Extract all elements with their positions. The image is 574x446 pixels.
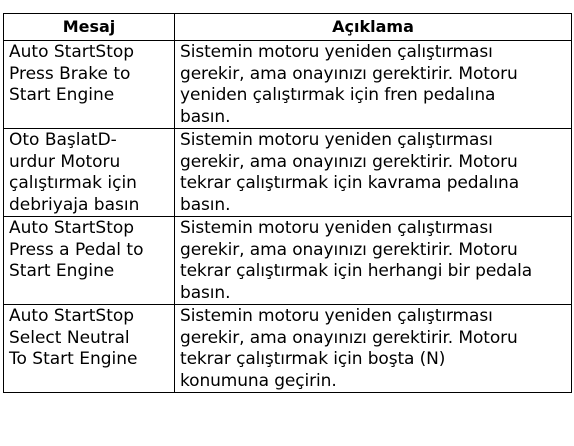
table-row <box>4 129 572 217</box>
header-row <box>4 14 572 41</box>
description-text: Sistemin motoru yeniden çalıştırması gerekir, ama onayınızı gerektirir. Motoru yeniden çalıştırmak için fren pedalına basın. <box>180 42 518 127</box>
description-text: Sistemin motoru yeniden çalıştırması gerekir, ama onayınızı gerektirir. Motoru tekrar çalıştırmak için herhangi bir pedala basın. <box>180 218 533 303</box>
table-row <box>4 41 572 129</box>
description-cell <box>175 129 572 217</box>
message-text: Auto StartStop Press a Pedal to Start Engine <box>9 218 144 281</box>
description-cell <box>175 217 572 305</box>
description-cell <box>175 305 572 393</box>
message-cell <box>4 305 175 393</box>
description-cell <box>175 41 572 129</box>
message-cell <box>4 217 175 305</box>
description-text: Sistemin motoru yeniden çalıştırması gerekir, ama onayınızı gerektirir. Motoru tekrar çalıştırmak için kavrama pedalına basın. <box>180 130 520 215</box>
header-message: Mesaj <box>4 14 175 41</box>
message-table <box>3 13 572 393</box>
description-text: Sistemin motoru yeniden çalıştırması gerekir, ama onayınızı gerektirir. Motoru tekrar çalıştırmak için boşta (N) konumuna geçirin. <box>180 306 518 391</box>
table-row <box>4 217 572 305</box>
table-row <box>4 305 572 393</box>
message-cell <box>4 129 175 217</box>
message-cell <box>4 41 175 129</box>
message-text: Auto StartStop Press Brake to Start Engine <box>9 42 135 105</box>
message-text: Oto BaşlatD- urdur Motoru çalıştırmak için debriyaja basın <box>9 130 140 215</box>
message-text: Auto StartStop Select Neutral To Start Engine <box>9 306 138 369</box>
header-description: Açıklama <box>175 14 572 41</box>
